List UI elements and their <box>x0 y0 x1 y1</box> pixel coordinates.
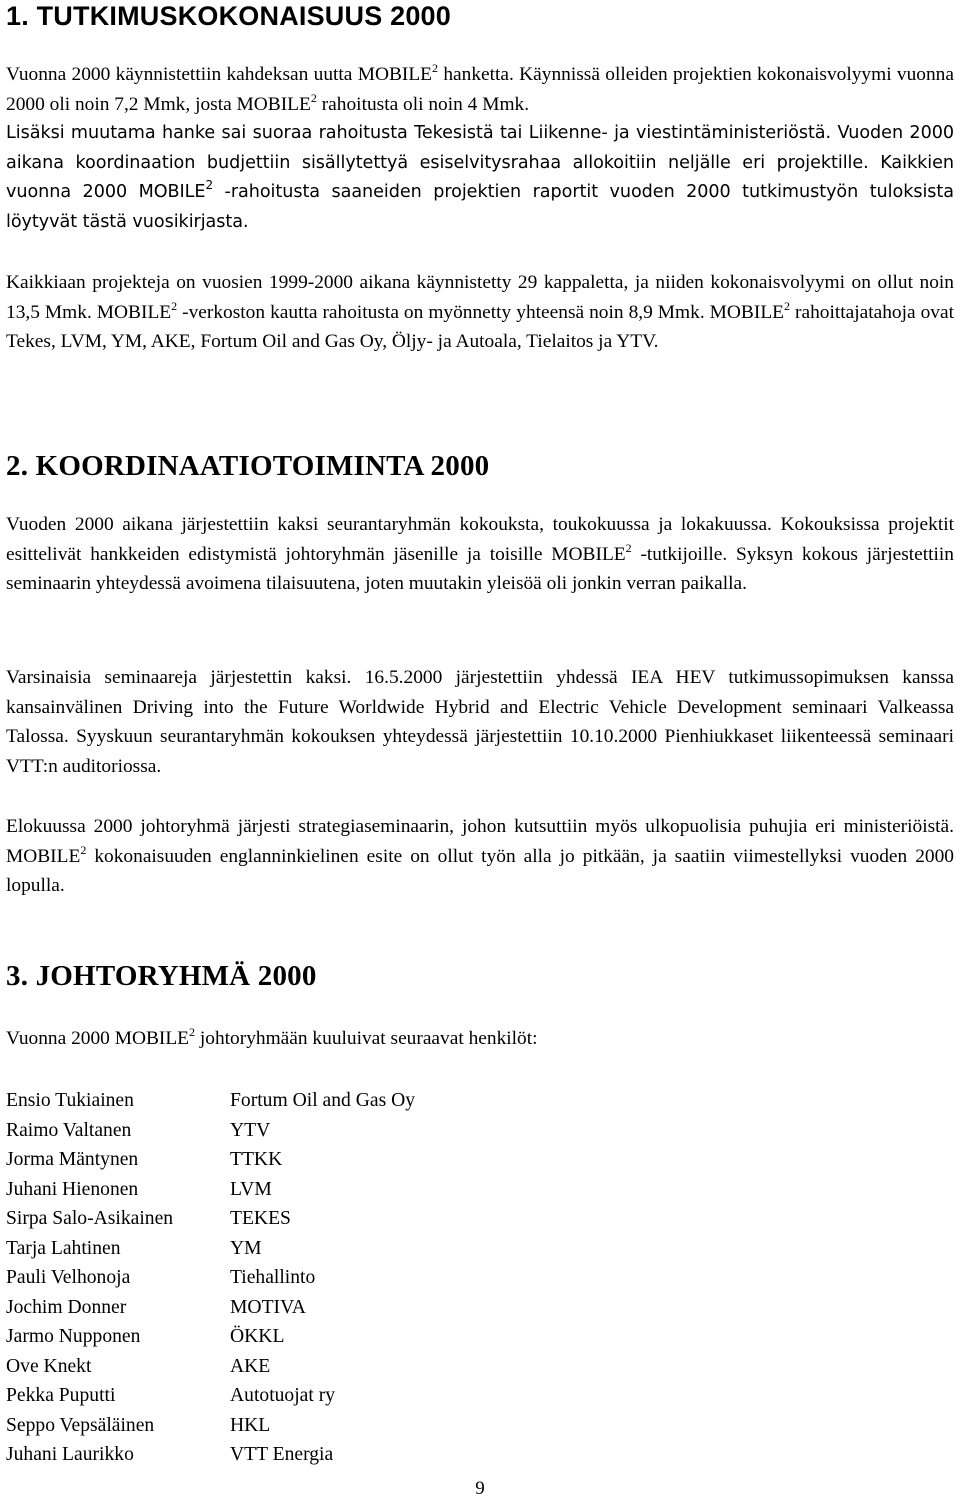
member-name: Ensio Tukiainen <box>6 1090 134 1111</box>
member-name: Jarmo Nupponen <box>6 1326 141 1347</box>
page-number: 9 <box>475 1478 485 1499</box>
section-2-paragraph-3: Elokuussa 2000 johtoryhmä järjesti strategiaseminaarin, johon kutsuttiin myös ulkopuolisia puhujia eri ministeriöistä. MOBILE$^2$ kokonaisuuden englanninkielinen esite on ollut työn alla jo pitkään, ja saatiin viimestellyksi vuoden 2000 lopulla. <box>6 816 954 896</box>
member-row <box>6 1086 606 1116</box>
section-3-heading: 3. JOHTORYHMÄ 2000 <box>6 960 317 992</box>
member-organization: Tiehallinto <box>230 1267 316 1288</box>
member-organization: MOTIVA <box>230 1296 306 1318</box>
section-1-paragraph-1: Vuonna 2000 käynnistettiin kahdeksan uutta MOBILE$^2$ hanketta. Käynnissä olleiden projektien kokonaisvolyymi vuonna 2000 oli noin 7,2 Mmk, josta MOBILE$^2$ rahoitusta oli noin 4 Mmk. <box>6 61 954 115</box>
member-organization: YM <box>230 1237 262 1259</box>
member-row <box>6 1145 606 1175</box>
section-3-intro: Vuonna 2000 MOBILE$^2$ johtoryhmään kuuluivat seuraavat henkilöt: <box>6 1025 538 1049</box>
member-organization: Autotuojat ry <box>230 1385 336 1406</box>
members-list <box>6 1086 606 1470</box>
member-name: Raimo Valtanen <box>6 1119 132 1141</box>
section-2-paragraph-1: Vuoden 2000 aikana järjestettiin kaksi seurantaryhmän kokouksta, toukokuussa ja lokakuussa. Kokouksissa projektit esittelivät hankkeiden edistymistä johtoryhmän jäsenille ja toisille MOBILE$^2$ -tutkijoille. Syksyn kokous järjestettiin seminaarin yhteydessä avoimena tilaisuutena, joten muutakin yleisöä oli jonkin verran paikalla. <box>6 514 954 594</box>
member-name: Ove Knekt <box>6 1355 92 1377</box>
section-1-heading: 1. TUTKIMUSKOKONAISUUS 2000 <box>6 1 451 31</box>
member-row <box>6 1411 606 1441</box>
member-row <box>6 1175 606 1205</box>
member-organization: LVM <box>230 1178 272 1200</box>
member-row <box>6 1381 606 1411</box>
member-row <box>6 1263 606 1293</box>
member-organization: VTT Energia <box>230 1444 334 1465</box>
member-organization: ÖKKL <box>230 1326 285 1347</box>
member-name: Juhani Laurikko <box>6 1444 134 1465</box>
member-row <box>6 1234 606 1264</box>
member-name: Sirpa Salo-Asikainen <box>6 1208 174 1229</box>
member-row <box>6 1293 606 1323</box>
member-organization: YTV <box>230 1119 271 1141</box>
member-row <box>6 1116 606 1146</box>
section-1-paragraph-1-cont: Lisäksi muutama hanke sai suoraa rahoitusta Tekesistä tai Liikenne- ja viestintäministeriöstä. Vuoden 2000 aikana koordinaation budjettiin sisällytettyä esiselvitysrahaa allokoitiin neljälle eri projektille. Kaikkien vuonna 2000 MOBILE$^2$ -rahoitusta saaneiden projektien raportit vuoden 2000 tutkimustyön tuloksista löytyvät tästä vuosikirjasta. <box>6 123 954 232</box>
member-organization: TEKES <box>230 1208 291 1229</box>
member-row <box>6 1322 606 1352</box>
member-organization: AKE <box>230 1355 271 1377</box>
member-organization: Fortum Oil and Gas Oy <box>230 1090 416 1111</box>
section-2-paragraph-2: Varsinaisia seminaareja järjestettin kaksi. 16.5.2000 järjestettiin yhdessä IEA HEV tutkimussopimuksen kanssa kansainvälinen Driving into the Future Worldwide Hybrid and Electric Vehicle Development seminaari Valkeassa Talossa. Syyskuun seurantaryhmän kokouksen yhteydessä järjestettiin 10.10.2000 Pienhiukkaset liikenteessä seminaari VTT:n auditoriossa. <box>6 667 954 777</box>
member-name: Jorma Mäntynen <box>6 1149 139 1170</box>
member-row <box>6 1352 606 1382</box>
member-name: Jochim Donner <box>6 1296 127 1318</box>
member-organization: TTKK <box>230 1149 283 1170</box>
section-1-paragraph-2: Kaikkiaan projekteja on vuosien 1999-2000 aikana käynnistetty 29 kappaletta, ja niiden kokonaisvolyymi on ollut noin 13,5 Mmk. MOBILE$^2$ -verkoston kautta rahoitusta on myönnetty yhteensä noin 8,9 Mmk. MOBILE$^2$ rahoittajatahoja ovat Tekes, LVM, YM, AKE, Fortum Oil and Gas Oy, Öljy- ja Autoala, Tielaitos ja YTV. <box>6 272 954 352</box>
member-name: Pauli Velhonoja <box>6 1267 131 1288</box>
member-name: Seppo Vepsäläinen <box>6 1414 155 1436</box>
section-2-heading: 2. KOORDINAATIOTOIMINTA 2000 <box>6 450 490 482</box>
member-row <box>6 1440 606 1470</box>
member-organization: HKL <box>230 1414 271 1436</box>
member-name: Tarja Lahtinen <box>6 1237 121 1259</box>
member-name: Juhani Hienonen <box>6 1178 139 1200</box>
member-row <box>6 1204 606 1234</box>
member-name: Pekka Puputti <box>6 1385 116 1406</box>
